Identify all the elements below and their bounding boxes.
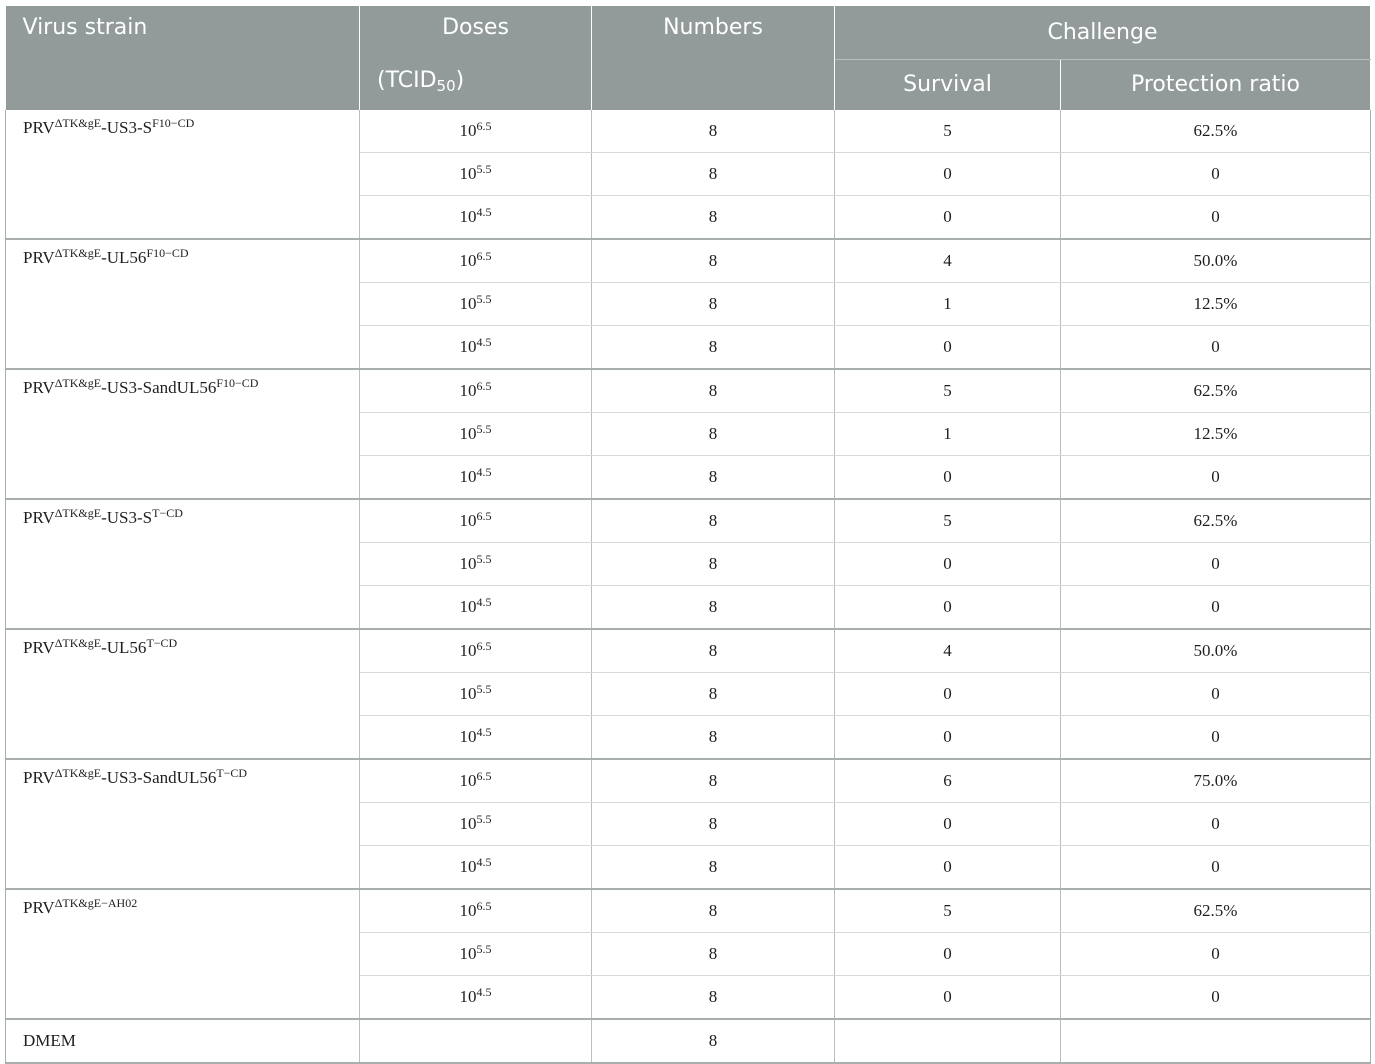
dose-cell [360,1019,592,1063]
survival-cell: 5 [835,889,1061,933]
survival-cell: 0 [835,803,1061,846]
dose-cell: $10^{4.5}$ [360,326,592,370]
numbers-cell: 8 [592,196,835,240]
dose-cell: $10^{6.5}$ [360,759,592,803]
survival-cell: 0 [835,976,1061,1020]
dose-cell: $10^{6.5}$ [360,110,592,153]
dose-cell: $10^{6.5}$ [360,239,592,283]
dose-cell: $10^{4.5}$ [360,976,592,1020]
numbers-cell: 8 [592,759,835,803]
dose-cell: $10^{5.5}$ [360,673,592,716]
survival-cell: 0 [835,153,1061,196]
header-survival: Survival [835,59,1061,110]
protection-ratio-cell [1061,1019,1371,1063]
table-row [6,369,1371,413]
table-row [6,759,1371,803]
numbers-cell: 8 [592,673,835,716]
header-doses: Doses [360,6,592,59]
numbers-cell: 8 [592,110,835,153]
header-challenge: Challenge [835,6,1371,59]
survival-cell: 6 [835,759,1061,803]
protection-ratio-cell: 0 [1061,153,1371,196]
dose-cell: $10^{5.5}$ [360,933,592,976]
survival-cell: 1 [835,413,1061,456]
header-virus-strain: Virus strain [6,6,360,110]
table-header [6,6,1371,110]
survival-cell: 5 [835,499,1061,543]
numbers-cell: 8 [592,499,835,543]
numbers-cell: 8 [592,889,835,933]
dose-cell: $10^{4.5}$ [360,456,592,500]
survival-cell: 0 [835,586,1061,630]
virus-strain-cell: $PRV^{\Delta TK\&gE}-US3-SandUL56^{F10-CD}$ [6,369,360,499]
numbers-cell: 8 [592,413,835,456]
dose-cell: $10^{4.5}$ [360,846,592,890]
survival-cell: 4 [835,239,1061,283]
protection-ratio-cell: 62.5% [1061,889,1371,933]
virus-strain-cell: $PRV^{\Delta TK\&gE-AH02}$ [6,889,360,1019]
survival-cell: 0 [835,196,1061,240]
protection-ratio-cell: 62.5% [1061,499,1371,543]
numbers-cell: 8 [592,846,835,890]
table-row [6,629,1371,673]
dose-cell: $10^{6.5}$ [360,499,592,543]
table-row-control [6,1019,1371,1063]
protection-ratio-cell: 12.5% [1061,283,1371,326]
survival-cell: 0 [835,846,1061,890]
protection-ratio-cell: 12.5% [1061,413,1371,456]
protection-ratio-cell: 0 [1061,586,1371,630]
survival-cell: 0 [835,933,1061,976]
header-protection-ratio: Protection ratio [1061,59,1371,110]
virus-strain-cell: $PRV^{\Delta TK\&gE}-US3-S^{T-CD}$ [6,499,360,629]
protection-ratio-cell: 0 [1061,543,1371,586]
survival-cell: 5 [835,369,1061,413]
numbers-cell: 8 [592,283,835,326]
numbers-cell: 8 [592,976,835,1020]
protection-ratio-cell: 0 [1061,716,1371,760]
survival-cell: 0 [835,673,1061,716]
protection-ratio-cell: 0 [1061,846,1371,890]
dose-cell: $10^{6.5}$ [360,369,592,413]
protection-ratio-cell: 50.0% [1061,629,1371,673]
virus-strain-cell: $PRV^{\Delta TK\&gE}-UL56^{T-CD}$ [6,629,360,759]
table-row [6,889,1371,933]
dose-cell: $10^{5.5}$ [360,803,592,846]
numbers-cell: 8 [592,629,835,673]
protection-ratio-cell: 50.0% [1061,239,1371,283]
virus-strain-cell: $PRV^{\Delta TK\&gE}-US3-S^{F10-CD}$ [6,110,360,239]
survival-cell: 0 [835,326,1061,370]
header-numbers: Numbers [592,6,835,110]
dose-cell: $10^{4.5}$ [360,716,592,760]
dose-cell: $10^{5.5}$ [360,153,592,196]
numbers-cell: 8 [592,153,835,196]
numbers-cell: 8 [592,933,835,976]
numbers-cell: 8 [592,369,835,413]
protection-ratio-cell: 75.0% [1061,759,1371,803]
protection-ratio-cell: 62.5% [1061,369,1371,413]
virus-strain-cell: $PRV^{\Delta TK\&gE}-UL56^{F10-CD}$ [6,239,360,369]
dose-cell: $10^{4.5}$ [360,196,592,240]
survival-cell: 5 [835,110,1061,153]
survival-cell: 1 [835,283,1061,326]
header-doses-unit: $(TCID_{50})$ [360,59,592,110]
table-row [6,239,1371,283]
numbers-cell: 8 [592,456,835,500]
results-table [5,6,1371,1064]
dose-cell: $10^{5.5}$ [360,413,592,456]
survival-cell [835,1019,1061,1063]
numbers-cell: 8 [592,543,835,586]
dose-cell: $10^{6.5}$ [360,629,592,673]
survival-cell: 0 [835,543,1061,586]
protection-ratio-cell: 0 [1061,976,1371,1020]
dose-cell: $10^{5.5}$ [360,543,592,586]
numbers-cell: 8 [592,239,835,283]
protection-ratio-cell: 62.5% [1061,110,1371,153]
protection-ratio-cell: 0 [1061,196,1371,240]
dose-cell: $10^{6.5}$ [360,889,592,933]
protection-ratio-cell: 0 [1061,326,1371,370]
virus-strain-cell: $PRV^{\Delta TK\&gE}-US3-SandUL56^{T-CD}$ [6,759,360,889]
survival-cell: 0 [835,716,1061,760]
numbers-cell: 8 [592,803,835,846]
survival-cell: 0 [835,456,1061,500]
protection-ratio-cell: 0 [1061,933,1371,976]
table-row [6,499,1371,543]
numbers-cell: 8 [592,1019,835,1063]
numbers-cell: 8 [592,326,835,370]
table-body [6,110,1371,1063]
survival-cell: 4 [835,629,1061,673]
dose-cell: $10^{4.5}$ [360,586,592,630]
protection-ratio-cell: 0 [1061,456,1371,500]
dose-cell: $10^{5.5}$ [360,283,592,326]
protection-ratio-cell: 0 [1061,803,1371,846]
numbers-cell: 8 [592,586,835,630]
table-row [6,110,1371,153]
virus-strain-cell: DMEM [6,1019,360,1063]
protection-ratio-cell: 0 [1061,673,1371,716]
numbers-cell: 8 [592,716,835,760]
